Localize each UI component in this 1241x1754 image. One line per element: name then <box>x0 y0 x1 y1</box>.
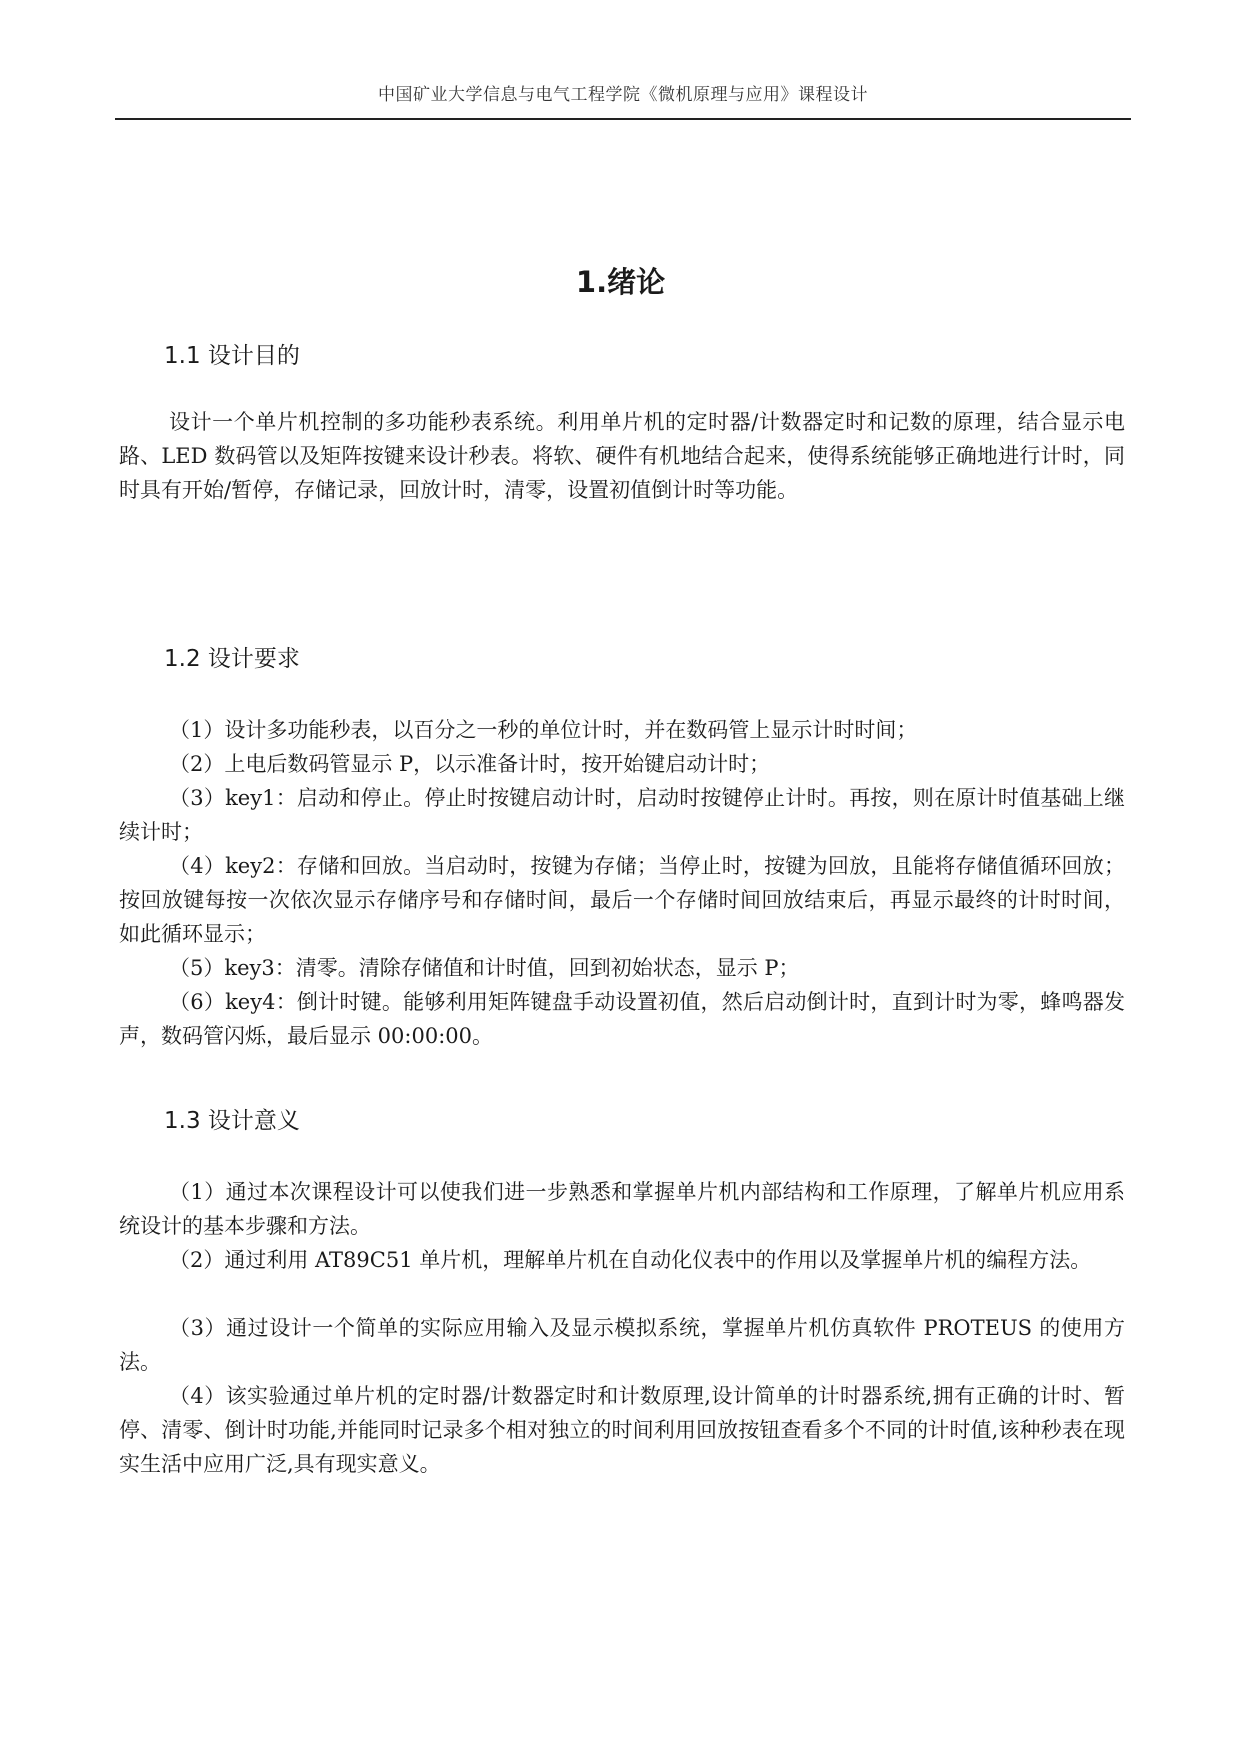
section-title-purpose: 1.1 设计目的 <box>164 343 300 369</box>
section-title-requirements: 1.2 设计要求 <box>164 646 300 672</box>
requirement-item-1: （1）设计多功能秒表，以百分之一秒的单位计时，并在数码管上显示计时时间； <box>169 718 918 742</box>
significance-item-1: （1）通过本次课程设计可以使我们进一步熟悉和掌握单片机内部结构和工作原理，了解单片机应用系统设计的基本步骤和方法。 <box>119 1180 1125 1238</box>
header-text: 中国矿业大学信息与电气工程学院《微机原理与应用》课程设计 <box>378 85 868 105</box>
requirement-item-3: （3）key1：启动和停止。停止时按键启动计时，启动时按键停止计时。再按，则在原计时值基础上继续计时； <box>119 786 1125 844</box>
section-title-significance: 1.3 设计意义 <box>164 1108 300 1134</box>
significance-item-3: （3）通过设计一个简单的实际应用输入及显示模拟系统，掌握单片机仿真软件 PROTEUS 的使用方法。 <box>119 1316 1125 1374</box>
requirement-item-4: （4）key2：存储和回放。当启动时，按键为存储；当停止时，按键为回放，且能将存储值循环回放；按回放键每按一次依次显示存储序号和存储时间，最后一个存储时间回放结束后，再显示最终的计时时间，如此循环显示； <box>119 854 1125 946</box>
significance-item-4: （4）该实验通过单片机的定时器/计数器定时和计数原理,设计简单的计时器系统,拥有正确的计时、暂停、清零、倒计时功能,并能同时记录多个相对独立的时间利用回放按钮查看多个不同的计时值,该种秒表在现实生活中应用广泛,具有现实意义。 <box>119 1384 1125 1476</box>
page-header <box>115 84 1131 120</box>
requirement-item-6: （6）key4：倒计时键。能够利用矩阵键盘手动设置初值，然后启动倒计时，直到计时为零，蜂鸣器发声，数码管闪烁，最后显示 00:00:00。 <box>119 990 1125 1048</box>
significance-item-2: （2）通过利用 AT89C51 单片机，理解单片机在自动化仪表中的作用以及掌握单片机的编程方法。 <box>169 1248 1092 1272</box>
requirement-item-5: （5）key3：清零。清除存储值和计时值，回到初始状态，显示 P； <box>169 956 800 980</box>
chapter-title: 1.绪论 <box>575 265 666 299</box>
paragraph-purpose: 设计一个单片机控制的多功能秒表系统。利用单片机的定时器/计数器定时和记数的原理，结合显示电路、LED 数码管以及矩阵按键来设计秒表。将软、硬件有机地结合起来，使得系统能够正确地进行计时，同时具有开始/暂停，存储记录，回放计时，清零，设置初值倒计时等功能。 <box>119 410 1125 502</box>
requirement-item-2: （2）上电后数码管显示 P，以示准备计时，按开始键启动计时； <box>169 752 771 776</box>
